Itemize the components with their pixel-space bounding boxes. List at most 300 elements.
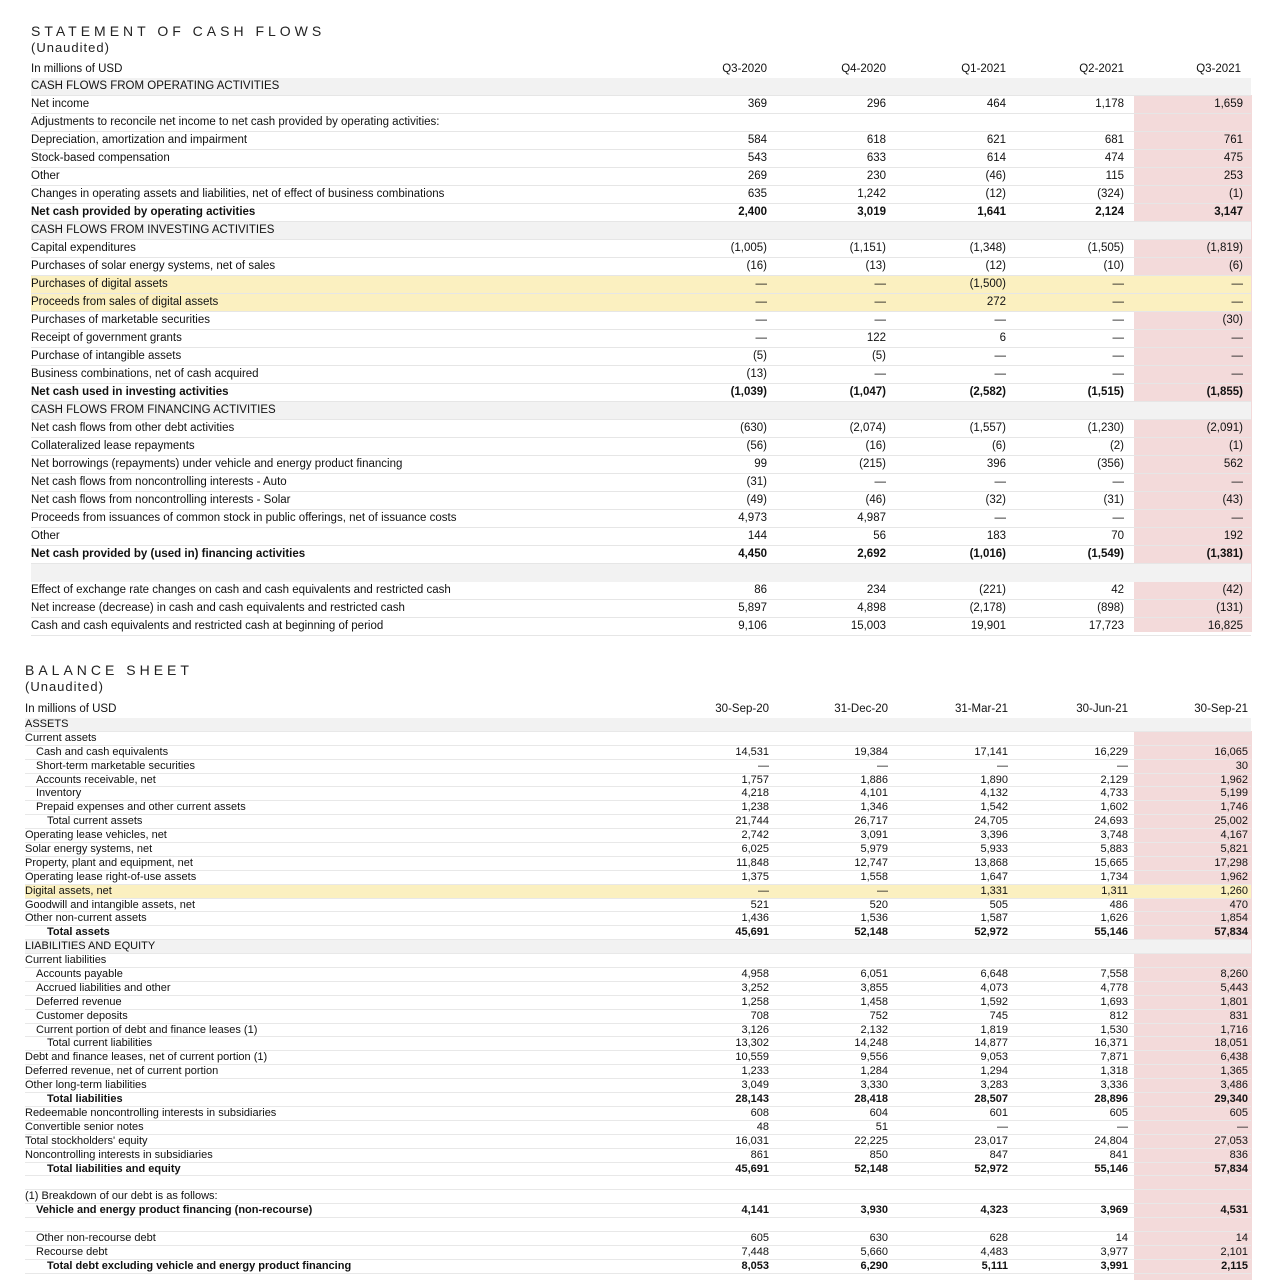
table-row xyxy=(25,1024,1251,1038)
table-row xyxy=(25,1246,1251,1260)
value-cell: 5,883 xyxy=(1100,843,1128,856)
value-cell: (1,505) xyxy=(1087,242,1124,254)
balance-sheet xyxy=(0,640,1280,1280)
row-label: Effect of exchange rate changes on cash and cash equivalents and restricted cash xyxy=(31,584,451,596)
value-cell: (1,039) xyxy=(730,386,767,398)
table-row xyxy=(25,1163,1251,1177)
table-row xyxy=(25,1204,1251,1218)
value-cell: 1,542 xyxy=(980,801,1008,814)
section-header-row xyxy=(31,402,1251,420)
value-cell: 24,804 xyxy=(1094,1134,1128,1147)
value-cell: 5,821 xyxy=(1220,843,1248,856)
value-cell: (5) xyxy=(752,350,767,362)
value-cell: 1,641 xyxy=(977,206,1006,218)
table-row xyxy=(25,801,1251,815)
value-cell: 7,448 xyxy=(741,1245,769,1258)
value-cell: — xyxy=(994,350,1006,362)
table-row xyxy=(25,1135,1251,1149)
row-label: Net cash used in investing activities xyxy=(31,386,229,398)
value-cell: 474 xyxy=(1104,152,1124,164)
column-header: Q2-2021 xyxy=(1079,63,1124,75)
value-cell: 26,717 xyxy=(854,815,888,828)
value-cell: 14,877 xyxy=(974,1037,1008,1050)
cash-flow-header-row xyxy=(31,63,1251,79)
value-cell: 52,148 xyxy=(854,1162,888,1175)
value-cell: 681 xyxy=(1104,134,1124,146)
row-label: Purchases of marketable securities xyxy=(31,314,210,326)
value-cell: 27,053 xyxy=(1214,1134,1248,1147)
value-cell: 6,438 xyxy=(1220,1051,1248,1064)
table-row xyxy=(25,1037,1251,1051)
value-cell: (630) xyxy=(740,422,767,434)
value-cell: (16) xyxy=(865,440,886,452)
value-cell: 57,834 xyxy=(1214,926,1248,939)
cash-flow-table xyxy=(31,78,1251,636)
value-cell: 17,141 xyxy=(974,745,1008,758)
value-cell: 521 xyxy=(750,898,769,911)
cash-flow-subtitle: (Unaudited) xyxy=(31,40,110,55)
value-cell: 122 xyxy=(866,332,886,344)
column-header: 30-Sep-20 xyxy=(715,703,769,715)
row-label: Stock-based compensation xyxy=(31,152,170,164)
value-cell: 5,443 xyxy=(1220,981,1248,994)
value-cell: (10) xyxy=(1103,260,1124,272)
value-cell: 841 xyxy=(1109,1148,1128,1161)
table-row xyxy=(25,1107,1251,1121)
value-cell: 30 xyxy=(1235,759,1248,772)
value-cell: 1,587 xyxy=(980,912,1008,925)
balance-sheet-title: BALANCE SHEET xyxy=(25,662,193,678)
table-row xyxy=(31,474,1251,492)
value-cell: 850 xyxy=(869,1148,888,1161)
value-cell: (2,074) xyxy=(849,422,886,434)
value-cell: 1,592 xyxy=(980,995,1008,1008)
row-label: Operating lease vehicles, net xyxy=(25,829,167,842)
value-cell: 51 xyxy=(875,1120,888,1133)
value-cell: 2,124 xyxy=(1095,206,1124,218)
value-cell: 4,531 xyxy=(1220,1204,1248,1217)
value-cell: (898) xyxy=(1097,602,1124,614)
value-cell: (6) xyxy=(1228,260,1243,272)
row-label: Inventory xyxy=(36,787,82,800)
value-cell: 608 xyxy=(750,1106,769,1119)
row-label: Purchase of intangible assets xyxy=(31,350,182,362)
value-cell: 1,602 xyxy=(1100,801,1128,814)
value-cell: 4,778 xyxy=(1100,981,1128,994)
row-label: Accrued liabilities and other xyxy=(36,981,171,994)
value-cell: 3,147 xyxy=(1214,206,1243,218)
row-label: Total assets xyxy=(47,926,110,939)
row-label: Current assets xyxy=(25,731,97,744)
value-cell: 99 xyxy=(754,458,767,470)
value-cell: 605 xyxy=(1109,1106,1128,1119)
row-label: Cash and cash equivalents and restricted cash at beginning of period xyxy=(31,620,384,632)
value-cell: 605 xyxy=(1229,1106,1248,1119)
column-header: 31-Mar-21 xyxy=(954,703,1008,715)
row-label: Recourse debt xyxy=(36,1245,108,1258)
value-cell: 29,340 xyxy=(1214,1093,1248,1106)
value-cell: 618 xyxy=(866,134,886,146)
table-row xyxy=(25,857,1251,871)
row-label: Accounts receivable, net xyxy=(36,773,156,786)
table-row xyxy=(31,528,1251,546)
value-cell: — xyxy=(874,476,886,488)
value-cell: 9,053 xyxy=(980,1051,1008,1064)
value-cell: — xyxy=(994,368,1006,380)
value-cell: — xyxy=(1112,512,1124,524)
row-label: Other xyxy=(31,170,60,182)
value-cell: 16,371 xyxy=(1094,1037,1128,1050)
value-cell: — xyxy=(1237,1120,1248,1133)
value-cell: (1,151) xyxy=(849,242,886,254)
value-cell: 9,106 xyxy=(738,620,767,632)
value-cell: 2,115 xyxy=(1221,1259,1248,1272)
value-cell: 1,311 xyxy=(1101,884,1128,897)
row-label: Noncontrolling interests in subsidiaries xyxy=(25,1148,213,1161)
table-row xyxy=(31,564,1251,582)
value-cell: 4,483 xyxy=(980,1245,1008,1258)
value-cell: 1,284 xyxy=(860,1065,888,1078)
value-cell: 17,298 xyxy=(1214,856,1248,869)
table-row xyxy=(25,996,1251,1010)
value-cell: 6,051 xyxy=(860,968,888,981)
row-label: Other xyxy=(31,530,60,542)
section-header-row xyxy=(25,718,1251,732)
value-cell: — xyxy=(755,278,767,290)
table-row xyxy=(31,366,1251,384)
table-row xyxy=(31,258,1251,276)
value-cell: 761 xyxy=(1223,134,1243,146)
value-cell: 19,901 xyxy=(970,620,1006,632)
row-label: Purchases of solar energy systems, net of sales xyxy=(31,260,276,272)
value-cell: 3,283 xyxy=(980,1079,1008,1092)
row-label: Net borrowings (repayments) under vehicle and energy product financing xyxy=(31,458,403,470)
value-cell: 6 xyxy=(999,332,1006,344)
value-cell: 17,723 xyxy=(1088,620,1124,632)
value-cell: 3,019 xyxy=(857,206,886,218)
value-cell: (31) xyxy=(746,476,767,488)
value-cell: (13) xyxy=(865,260,886,272)
value-cell: — xyxy=(755,314,767,326)
value-cell: (30) xyxy=(1222,314,1243,326)
value-cell: 836 xyxy=(1229,1148,1248,1161)
value-cell: — xyxy=(1231,476,1243,488)
value-cell: 3,091 xyxy=(860,829,888,842)
value-cell: 1,178 xyxy=(1095,98,1124,110)
column-header: Q4-2020 xyxy=(841,63,886,75)
value-cell: 13,868 xyxy=(974,856,1008,869)
table-row xyxy=(25,1051,1251,1065)
value-cell: — xyxy=(1117,759,1128,772)
value-cell: 3,748 xyxy=(1100,829,1128,842)
value-cell: 621 xyxy=(986,134,1006,146)
value-cell: 5,199 xyxy=(1220,787,1248,800)
table-row xyxy=(25,815,1251,829)
value-cell: (31) xyxy=(1103,494,1124,506)
value-cell: 57,834 xyxy=(1214,1162,1248,1175)
value-cell: 3,486 xyxy=(1220,1079,1248,1092)
value-cell: 520 xyxy=(869,898,888,911)
value-cell: 1,238 xyxy=(741,801,769,814)
cash-flow-statement xyxy=(0,0,1280,632)
row-label: Short-term marketable securities xyxy=(36,759,195,772)
value-cell: 1,757 xyxy=(741,773,769,786)
value-cell: (16) xyxy=(746,260,767,272)
column-header: Q3-2020 xyxy=(722,63,767,75)
value-cell: — xyxy=(994,512,1006,524)
value-cell: 369 xyxy=(747,98,767,110)
value-cell: (46) xyxy=(985,170,1006,182)
balance-sheet-header-row xyxy=(25,703,1251,719)
value-cell: (1,557) xyxy=(969,422,1006,434)
value-cell: 5,897 xyxy=(738,602,767,614)
value-cell: 2,132 xyxy=(860,1023,888,1036)
value-cell: (1) xyxy=(1228,440,1243,452)
value-cell: 745 xyxy=(989,1009,1008,1022)
value-cell: (1,230) xyxy=(1087,422,1124,434)
value-cell: 2,742 xyxy=(741,829,769,842)
value-cell: 475 xyxy=(1223,152,1243,164)
table-row xyxy=(25,1232,1251,1246)
value-cell: 3,336 xyxy=(1100,1079,1128,1092)
table-row xyxy=(25,926,1251,940)
value-cell: — xyxy=(758,884,769,897)
value-cell: — xyxy=(1231,368,1243,380)
row-label: Other non-recourse debt xyxy=(36,1231,156,1244)
value-cell: 15,003 xyxy=(850,620,886,632)
row-label: Convertible senior notes xyxy=(25,1120,144,1133)
table-row xyxy=(25,1149,1251,1163)
value-cell: 1,801 xyxy=(1220,995,1248,1008)
value-cell: 24,693 xyxy=(1094,815,1128,828)
value-cell: 5,933 xyxy=(980,843,1008,856)
value-cell: 812 xyxy=(1109,1009,1128,1022)
value-cell: 3,969 xyxy=(1100,1204,1128,1217)
value-cell: 55,146 xyxy=(1094,1162,1128,1175)
value-cell: 464 xyxy=(986,98,1006,110)
value-cell: 52,148 xyxy=(854,926,888,939)
value-cell: 16,065 xyxy=(1214,745,1248,758)
value-cell: — xyxy=(1112,278,1124,290)
value-cell: 6,025 xyxy=(741,843,769,856)
value-cell: 2,101 xyxy=(1220,1245,1248,1258)
table-row xyxy=(25,732,1251,746)
value-cell: 2,692 xyxy=(857,548,886,560)
value-cell: 296 xyxy=(866,98,886,110)
value-cell: — xyxy=(877,759,888,772)
value-cell: (356) xyxy=(1097,458,1124,470)
value-cell: 3,930 xyxy=(860,1204,888,1217)
value-cell: (1) xyxy=(1228,188,1243,200)
table-row xyxy=(31,330,1251,348)
table-row xyxy=(25,760,1251,774)
value-cell: 4,101 xyxy=(860,787,888,800)
row-label: Total liabilities and equity xyxy=(47,1162,181,1175)
table-row xyxy=(25,885,1251,899)
value-cell: (1,348) xyxy=(969,242,1006,254)
value-cell: 1,536 xyxy=(860,912,888,925)
value-cell: — xyxy=(1117,1120,1128,1133)
value-cell: 4,167 xyxy=(1220,829,1248,842)
value-cell: 5,979 xyxy=(860,843,888,856)
row-label: Depreciation, amortization and impairment xyxy=(31,134,248,146)
table-row xyxy=(31,456,1251,474)
value-cell: 12,747 xyxy=(854,856,888,869)
value-cell: — xyxy=(994,476,1006,488)
value-cell: (2) xyxy=(1109,440,1124,452)
row-label: Capital expenditures xyxy=(31,242,136,254)
table-row xyxy=(25,1010,1251,1024)
value-cell: 8,053 xyxy=(741,1259,769,1272)
value-cell: 861 xyxy=(750,1148,769,1161)
value-cell: — xyxy=(1112,368,1124,380)
value-cell: 630 xyxy=(869,1231,888,1244)
column-header: Q3-2021 xyxy=(1196,63,1241,75)
row-label: Proceeds from issuances of common stock in public offerings, net of issuance costs xyxy=(31,512,457,524)
table-row xyxy=(31,582,1251,600)
value-cell: 55,146 xyxy=(1094,926,1128,939)
value-cell: 584 xyxy=(747,134,767,146)
table-row xyxy=(31,294,1251,312)
table-row xyxy=(31,276,1251,294)
row-label: Total current assets xyxy=(47,815,143,828)
value-cell: — xyxy=(1231,512,1243,524)
value-cell: 3,330 xyxy=(860,1079,888,1092)
value-cell: 8,260 xyxy=(1220,968,1248,981)
value-cell: 25,002 xyxy=(1214,815,1248,828)
value-cell: 4,958 xyxy=(741,968,769,981)
table-row xyxy=(25,1218,1251,1232)
value-cell: (221) xyxy=(979,584,1006,596)
value-cell: 16,229 xyxy=(1094,745,1128,758)
row-label: (1) Breakdown of our debt is as follows: xyxy=(25,1190,218,1203)
unit-label: In millions of USD xyxy=(31,63,123,75)
table-row xyxy=(31,132,1251,150)
table-row xyxy=(25,1190,1251,1204)
table-row xyxy=(31,204,1251,222)
cash-flow-title: STATEMENT OF CASH FLOWS xyxy=(31,23,326,39)
value-cell: 1,242 xyxy=(857,188,886,200)
value-cell: 635 xyxy=(747,188,767,200)
row-label: Deferred revenue xyxy=(36,995,122,1008)
section-header-row xyxy=(31,78,1251,96)
value-cell: — xyxy=(874,278,886,290)
value-cell: 253 xyxy=(1223,170,1243,182)
value-cell: 28,143 xyxy=(735,1093,769,1106)
value-cell: 1,331 xyxy=(980,884,1008,897)
table-row xyxy=(25,1176,1251,1190)
value-cell: (215) xyxy=(859,458,886,470)
row-label: Debt and finance leases, net of current portion (1) xyxy=(25,1051,268,1064)
table-row xyxy=(31,96,1251,114)
value-cell: — xyxy=(1231,350,1243,362)
value-cell: (32) xyxy=(985,494,1006,506)
value-cell: 3,977 xyxy=(1100,1245,1128,1258)
value-cell: — xyxy=(997,759,1008,772)
value-cell: 24,705 xyxy=(974,815,1008,828)
value-cell: (49) xyxy=(746,494,767,506)
value-cell: 486 xyxy=(1109,898,1128,911)
table-row xyxy=(25,968,1251,982)
value-cell: (1,005) xyxy=(730,242,767,254)
column-header: Q1-2021 xyxy=(961,63,1006,75)
value-cell: 396 xyxy=(986,458,1006,470)
row-label: Solar energy systems, net xyxy=(25,843,153,856)
value-cell: 10,559 xyxy=(735,1051,769,1064)
value-cell: 1,258 xyxy=(741,995,769,1008)
value-cell: 16,031 xyxy=(735,1134,769,1147)
value-cell: 1,233 xyxy=(741,1065,769,1078)
value-cell: 1,647 xyxy=(980,870,1008,883)
table-row xyxy=(25,1121,1251,1135)
value-cell: 1,693 xyxy=(1100,995,1128,1008)
row-label: Net increase (decrease) in cash and cash equivalents and restricted cash xyxy=(31,602,405,614)
row-label: CASH FLOWS FROM FINANCING ACTIVITIES xyxy=(31,404,276,416)
value-cell: 48 xyxy=(756,1120,769,1133)
value-cell: — xyxy=(755,332,767,344)
row-label: Business combinations, net of cash acquired xyxy=(31,368,259,380)
value-cell: 1,854 xyxy=(1220,912,1248,925)
table-row xyxy=(25,787,1251,801)
value-cell: 1,318 xyxy=(1100,1065,1128,1078)
value-cell: 4,141 xyxy=(741,1204,769,1217)
row-label: Accounts payable xyxy=(36,968,123,981)
value-cell: 3,991 xyxy=(1100,1259,1128,1272)
row-label: Purchases of digital assets xyxy=(31,278,168,290)
value-cell: 1,626 xyxy=(1100,912,1128,925)
value-cell: 601 xyxy=(989,1106,1008,1119)
value-cell: (1,047) xyxy=(849,386,886,398)
value-cell: (43) xyxy=(1222,494,1243,506)
value-cell: (2,582) xyxy=(969,386,1006,398)
value-cell: 1,962 xyxy=(1220,773,1248,786)
value-cell: (12) xyxy=(985,188,1006,200)
table-row xyxy=(31,384,1251,402)
table-row xyxy=(25,829,1251,843)
row-label: ASSETS xyxy=(25,718,69,730)
row-label: Current liabilities xyxy=(25,954,107,967)
value-cell: 4,073 xyxy=(980,981,1008,994)
value-cell: — xyxy=(1112,476,1124,488)
row-label: Net cash provided by operating activities xyxy=(31,206,256,218)
value-cell: 1,436 xyxy=(741,912,769,925)
value-cell: 1,365 xyxy=(1220,1065,1248,1078)
value-cell: 752 xyxy=(869,1009,888,1022)
value-cell: 230 xyxy=(866,170,886,182)
section-header-row xyxy=(31,222,1251,240)
value-cell: 272 xyxy=(986,296,1006,308)
value-cell: 52,972 xyxy=(974,926,1008,939)
value-cell: 234 xyxy=(866,584,886,596)
value-cell: 1,716 xyxy=(1220,1023,1248,1036)
value-cell: 45,691 xyxy=(735,926,769,939)
table-row xyxy=(31,600,1251,618)
value-cell: (12) xyxy=(985,260,1006,272)
value-cell: 4,132 xyxy=(980,787,1008,800)
table-row xyxy=(25,746,1251,760)
row-label: Vehicle and energy product financing (non-recourse) xyxy=(36,1204,313,1217)
value-cell: 6,290 xyxy=(860,1259,888,1272)
table-row xyxy=(31,618,1251,636)
value-cell: 1,886 xyxy=(860,773,888,786)
value-cell: 22,225 xyxy=(854,1134,888,1147)
value-cell: (1,381) xyxy=(1206,548,1243,560)
value-cell: 14,248 xyxy=(854,1037,888,1050)
value-cell: 7,558 xyxy=(1100,968,1128,981)
row-label: Net cash flows from noncontrolling interests - Solar xyxy=(31,494,291,506)
value-cell: — xyxy=(1112,296,1124,308)
value-cell: 16,825 xyxy=(1207,620,1243,632)
